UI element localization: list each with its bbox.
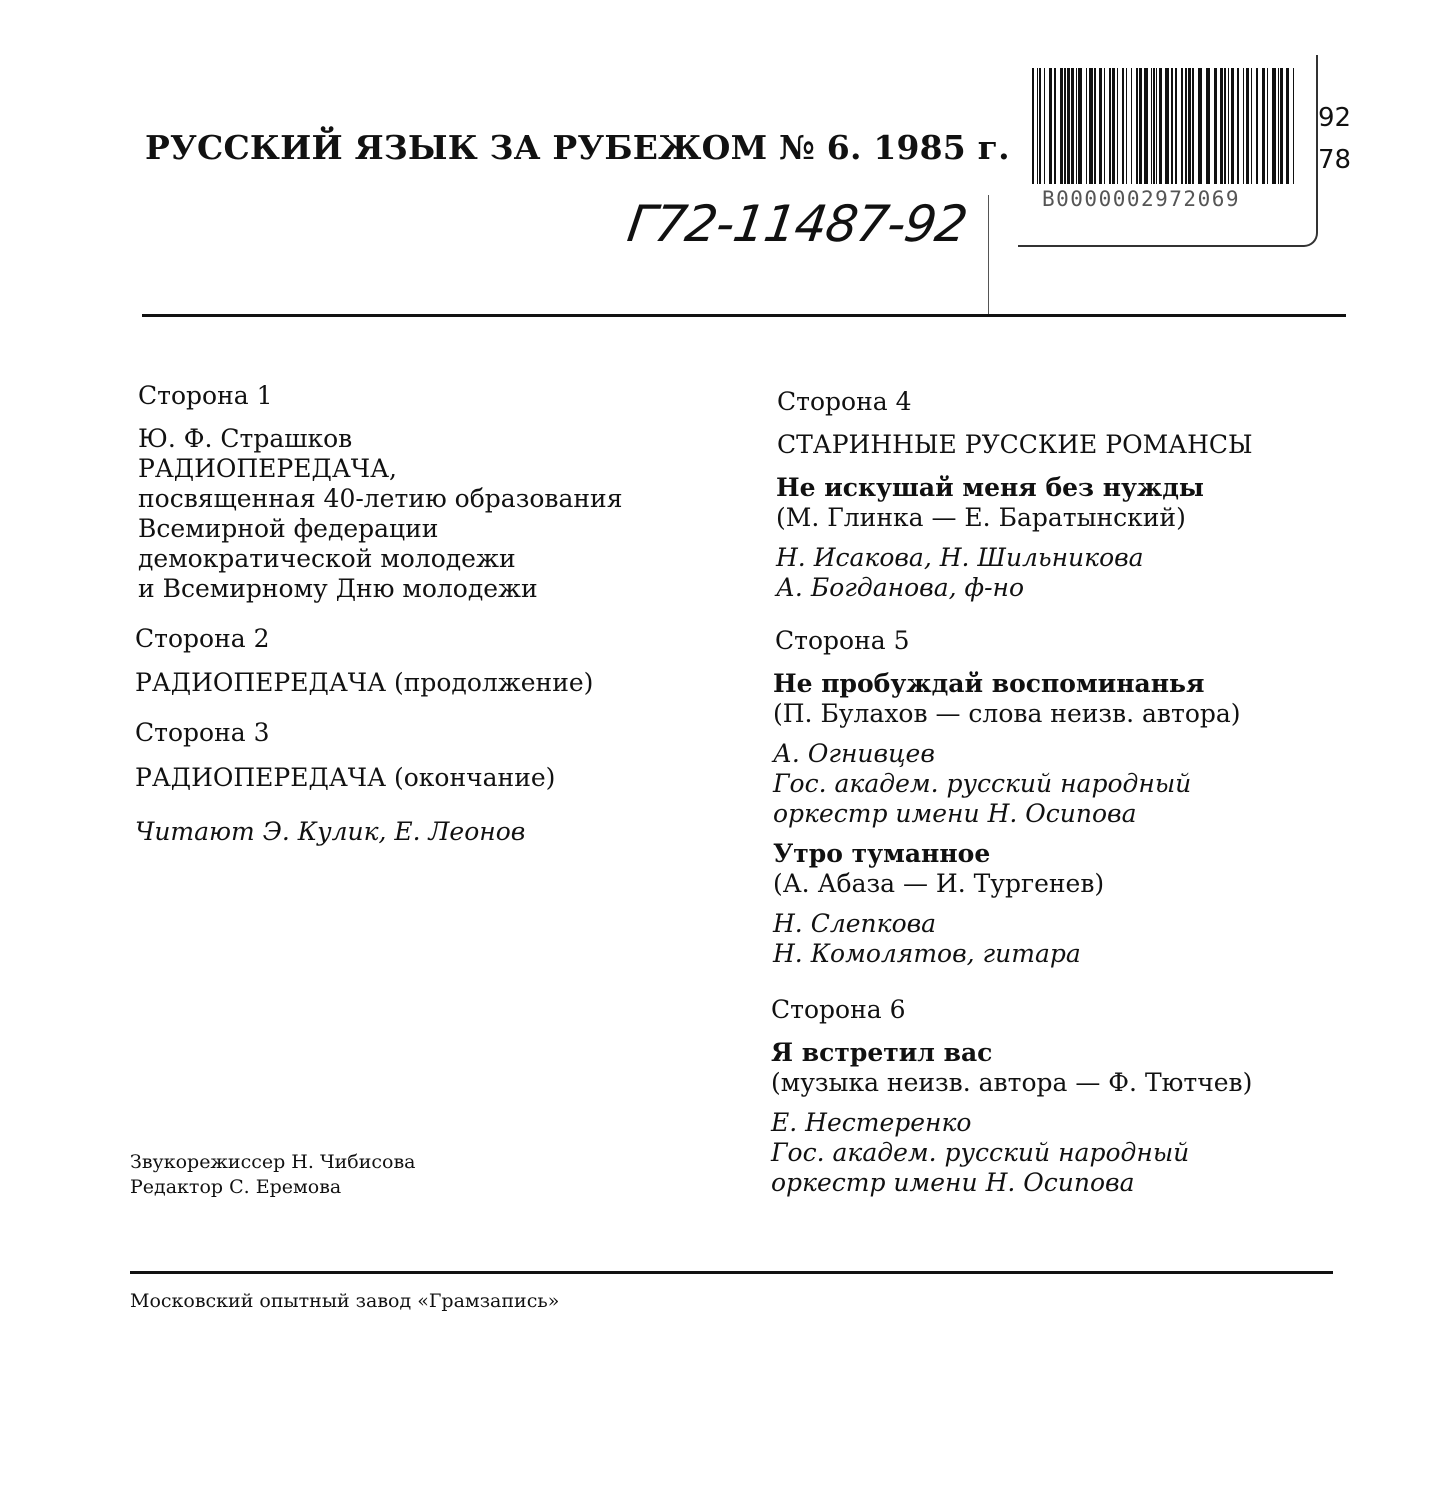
barcode-bar <box>1256 68 1258 184</box>
barcode-bar <box>1139 68 1142 184</box>
barcode-bar <box>1165 68 1169 184</box>
barcode-number: B0000002972069 <box>1042 187 1241 211</box>
barcode-bar <box>1278 68 1279 184</box>
performer: Н. Слепкова <box>773 909 937 938</box>
barcode-bar <box>1104 68 1105 184</box>
barcode-bar <box>1099 68 1102 184</box>
side-5-label: Сторона 5 <box>775 626 910 655</box>
performer: А. Огнивцев <box>773 739 935 768</box>
barcode-bar <box>1159 68 1162 184</box>
performer: Н. Комолятов, гитара <box>773 939 1081 968</box>
barcode-bar <box>1067 68 1070 184</box>
barcode-bar <box>1136 68 1138 184</box>
barcode-bar <box>1094 68 1096 184</box>
barcode-bar <box>1262 68 1265 184</box>
barcode-bar <box>1078 68 1082 184</box>
performer: А. Богданова, ф-но <box>776 573 1025 602</box>
performer: Гос. академ. русский народный <box>773 769 1192 798</box>
side-1-author: Ю. Ф. Страшков <box>138 424 353 453</box>
side-4-label: Сторона 4 <box>777 387 912 416</box>
edge-number-bottom: 78 <box>1318 145 1352 175</box>
barcode-bar <box>1206 68 1210 184</box>
side-3-label: Сторона 3 <box>135 718 270 747</box>
barcode-bar <box>1151 68 1152 184</box>
song-title: Не пробуждай воспоминанья <box>773 669 1205 698</box>
side-4-content <box>776 473 1204 603</box>
barcode-bar <box>1032 68 1034 184</box>
page-title: РУССКИЙ ЯЗЫК ЗА РУБЕЖОМ № 6. 1985 г. <box>145 128 1010 167</box>
performer: оркестр имени Н. Осипова <box>773 799 1137 828</box>
barcode-bar <box>1188 68 1191 184</box>
barcode-bar <box>1267 68 1268 184</box>
barcode-bar <box>1131 68 1132 184</box>
barcode-bar <box>1037 68 1038 184</box>
side-1-line: РАДИОПЕРЕДАЧА, <box>138 454 397 483</box>
barcode-bar <box>1156 68 1157 184</box>
side-4-heading: СТАРИННЫЕ РУССКИЕ РОМАНСЫ <box>777 430 1253 459</box>
barcode-bar <box>1054 68 1056 184</box>
performer: оркестр имени Н. Осипова <box>771 1168 1135 1197</box>
barcode-bar <box>1175 68 1177 184</box>
barcode-bar <box>1153 68 1155 184</box>
barcode-bar <box>1109 68 1111 184</box>
barcode-bar <box>1243 68 1244 184</box>
barcode-bar <box>1171 68 1173 184</box>
side-1-line: посвященная 40-летию образования <box>138 484 623 513</box>
barcode-bar <box>1214 68 1217 184</box>
barcode-bar <box>1126 68 1127 184</box>
barcode-bar <box>1039 68 1041 184</box>
barcode-bar <box>1293 68 1294 184</box>
editor: Редактор С. Еремова <box>130 1176 342 1198</box>
barcode-bar <box>1251 68 1252 184</box>
manufacturer: Московский опытный завод «Грамзапись» <box>130 1290 560 1312</box>
song-authors: (музыка неизв. автора — Ф. Тютчев) <box>771 1068 1253 1097</box>
barcode-bar <box>1185 68 1187 184</box>
barcode-bar <box>1112 68 1115 184</box>
barcode-bar <box>1198 68 1202 184</box>
side-3-text: РАДИОПЕРЕДАЧА (окончание) <box>135 763 556 792</box>
side-1-line: и Всемирному Дню молодежи <box>138 574 538 603</box>
performer: Гос. академ. русский народный <box>771 1138 1190 1167</box>
side-6-content <box>771 1038 1252 1198</box>
song-authors: (П. Булахов — слова неизв. автора) <box>773 699 1241 728</box>
barcode-bar <box>1237 68 1239 184</box>
barcode-bar <box>1231 68 1234 184</box>
side-5-content <box>773 669 1241 969</box>
barcode-bar <box>1280 68 1283 184</box>
edge-number-top: 92 <box>1318 103 1352 133</box>
song-title: Утро туманное <box>773 839 991 868</box>
side-1-content <box>138 424 622 604</box>
barcode-bar <box>1060 68 1063 184</box>
barcode-bar <box>1044 68 1045 184</box>
barcode-bar <box>1286 68 1289 184</box>
barcode-bar <box>1049 68 1052 184</box>
readers: Читают Э. Кулик, Е. Леонов <box>135 817 526 846</box>
song-title: Не искушай меня без нужды <box>776 473 1204 502</box>
barcode-bar <box>1117 68 1118 184</box>
song-authors: (М. Глинка — Е. Баратынский) <box>776 503 1186 532</box>
barcode-bar <box>1122 68 1124 184</box>
side-6-label: Сторона 6 <box>771 995 906 1024</box>
header-rule <box>142 314 1346 317</box>
barcode-bar <box>1144 68 1148 184</box>
performer: Н. Исакова, Н. Шильникова <box>776 543 1144 572</box>
barcode-bar <box>1064 68 1066 184</box>
handwritten-catalog-code: Г72-11487-92 <box>623 195 971 253</box>
barcode-bar <box>1220 68 1223 184</box>
performer: Е. Нестеренко <box>771 1108 972 1137</box>
footer-rule <box>130 1271 1333 1274</box>
barcode-icon <box>1030 68 1300 186</box>
barcode-bar <box>1086 68 1087 184</box>
barcode-bar <box>1181 68 1183 184</box>
side-2-label: Сторона 2 <box>135 624 270 653</box>
song-title: Я встретил вас <box>771 1038 993 1067</box>
sound-engineer: Звукорежиссер Н. Чибисова <box>130 1151 416 1173</box>
barcode-bar <box>1246 68 1249 184</box>
barcode-bar <box>1076 68 1077 184</box>
side-1-line: демократической молодежи <box>138 544 516 573</box>
song-authors: (А. Абаза — И. Тургенев) <box>773 869 1105 898</box>
barcode-bar <box>1071 68 1074 184</box>
divider-vertical <box>988 195 989 315</box>
barcode-bar <box>1228 68 1229 184</box>
side-1-line: Всемирной федерации <box>138 514 439 543</box>
credits <box>130 1150 416 1200</box>
barcode-bar <box>1192 68 1194 184</box>
barcode-bar <box>1224 68 1226 184</box>
barcode-bar <box>1089 68 1093 184</box>
barcode-bar <box>1272 68 1276 184</box>
side-1-label: Сторона 1 <box>138 381 273 410</box>
side-2-text: РАДИОПЕРЕДАЧА (продолжение) <box>135 668 594 697</box>
